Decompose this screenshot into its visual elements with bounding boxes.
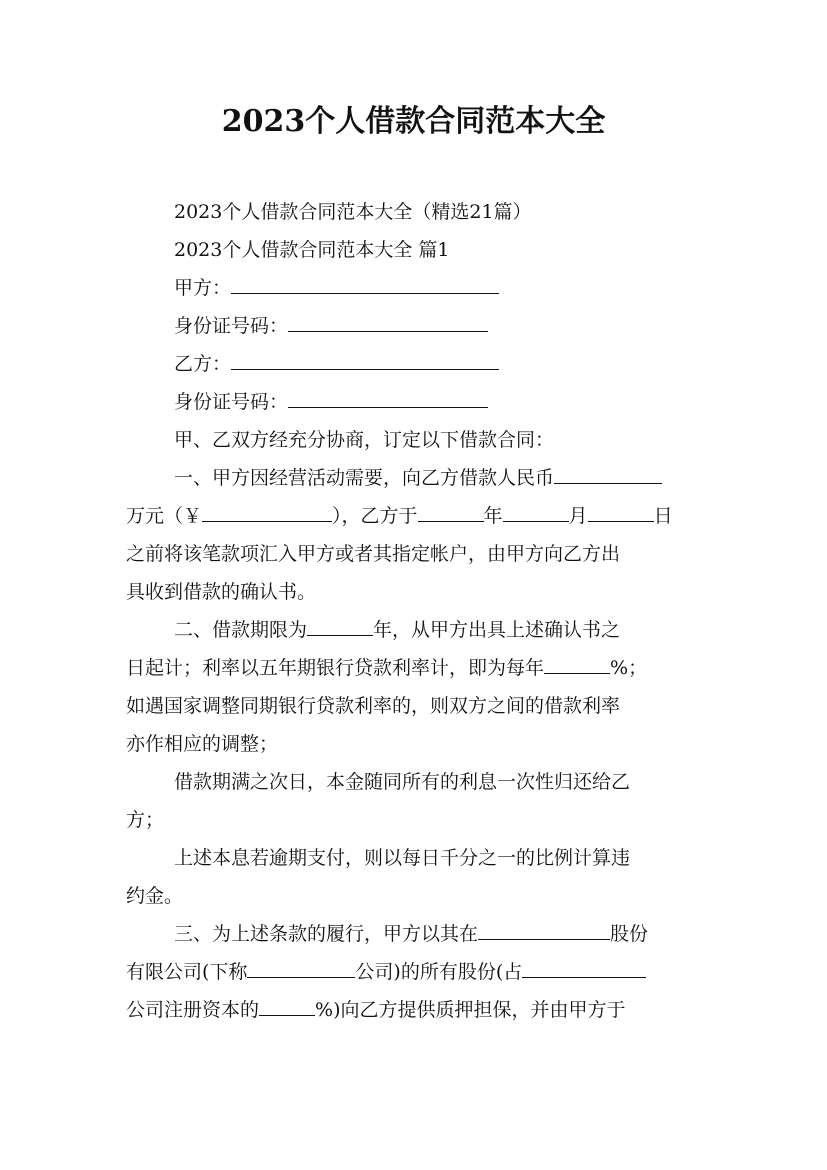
party-a-blank	[231, 271, 499, 294]
clause-1-line	[126, 459, 702, 497]
text: 亦作相应的调整；	[126, 733, 279, 755]
party-b-id-blank	[288, 385, 488, 408]
clause-3-line	[126, 953, 702, 991]
text: 股份	[610, 923, 649, 945]
party-b-id-line	[126, 383, 702, 421]
term-blank	[307, 613, 373, 636]
text: 上述本息若逾期支付，则以每日千分之一的比例计算违	[174, 847, 631, 869]
clause-1-line	[126, 573, 702, 611]
company-blank	[478, 917, 610, 940]
clause-3-line	[126, 915, 702, 953]
text: 2023个人借款合同范本大全 篇1	[174, 239, 450, 261]
rate-blank	[544, 651, 610, 674]
paragraph-line	[126, 801, 702, 839]
clause-2-line	[126, 649, 702, 687]
share-blank	[522, 955, 646, 978]
text: 约金。	[126, 885, 184, 907]
text: %；	[610, 657, 648, 679]
text: 如遇国家调整同期银行贷款利率的，则双方之间的借款利率	[126, 695, 621, 717]
paragraph-line	[126, 421, 702, 459]
text: 日起计；利率以五年期银行贷款利率计，即为每年	[126, 657, 545, 679]
text: 公司)的所有股份(占	[355, 961, 523, 983]
text: 月	[568, 505, 588, 527]
share-percent-blank	[259, 993, 315, 1016]
clause-3-line	[126, 991, 702, 1029]
section-heading	[126, 231, 702, 269]
paragraph-line	[126, 877, 702, 915]
year-blank	[418, 499, 484, 522]
party-a-id-blank	[288, 309, 488, 332]
text: 2023个人借款合同范本大全（精选21篇）	[174, 201, 532, 223]
clause-1-line	[126, 535, 702, 573]
text: 具收到借款的确认书。	[126, 581, 317, 603]
party-a-line	[126, 269, 702, 307]
text: 甲、乙双方经充分协商，订定以下借款合同：	[174, 429, 555, 451]
amount-blank	[554, 461, 662, 484]
text: 公司注册资本的	[126, 999, 260, 1021]
party-a-id-line	[126, 307, 702, 345]
clause-2-line	[126, 687, 702, 725]
document-title: 2023个人借款合同范本大全	[221, 104, 606, 139]
text: 万元（￥	[126, 505, 203, 527]
text: 一、甲方因经营活动需要，向乙方借款人民币	[174, 467, 555, 489]
text: 三、为上述条款的履行，甲方以其在	[174, 923, 479, 945]
clause-2-line	[126, 725, 702, 763]
text: 借款期满之次日，本金随同所有的利息一次性归还给乙	[174, 771, 631, 793]
text: 二、借款期限为	[174, 619, 308, 641]
label: 乙方：	[174, 353, 232, 375]
subtitle-line	[126, 193, 702, 231]
party-b-blank	[231, 347, 499, 370]
day-blank	[588, 499, 654, 522]
paragraph-line	[126, 763, 702, 801]
text: 年	[483, 505, 503, 527]
text: 年，从甲方出具上述确认书之	[373, 619, 621, 641]
document-body	[126, 193, 702, 1029]
clause-2-line	[126, 611, 702, 649]
text: 方；	[126, 809, 165, 831]
amount-figure-blank	[202, 499, 332, 522]
month-blank	[503, 499, 569, 522]
label: 身份证号码：	[174, 391, 289, 413]
text: 有限公司(下称	[126, 961, 248, 983]
paragraph-line	[126, 839, 702, 877]
clause-1-line	[126, 497, 702, 535]
label: 身份证号码：	[174, 315, 289, 337]
company-short-blank	[247, 955, 355, 978]
text: ），乙方于	[332, 505, 418, 527]
text: %)向乙方提供质押担保，并由甲方于	[315, 999, 626, 1021]
party-b-line	[126, 345, 702, 383]
label: 甲方：	[174, 277, 232, 299]
text: 之前将该笔款项汇入甲方或者其指定帐户，由甲方向乙方出	[126, 543, 621, 565]
text: 日	[653, 505, 673, 527]
